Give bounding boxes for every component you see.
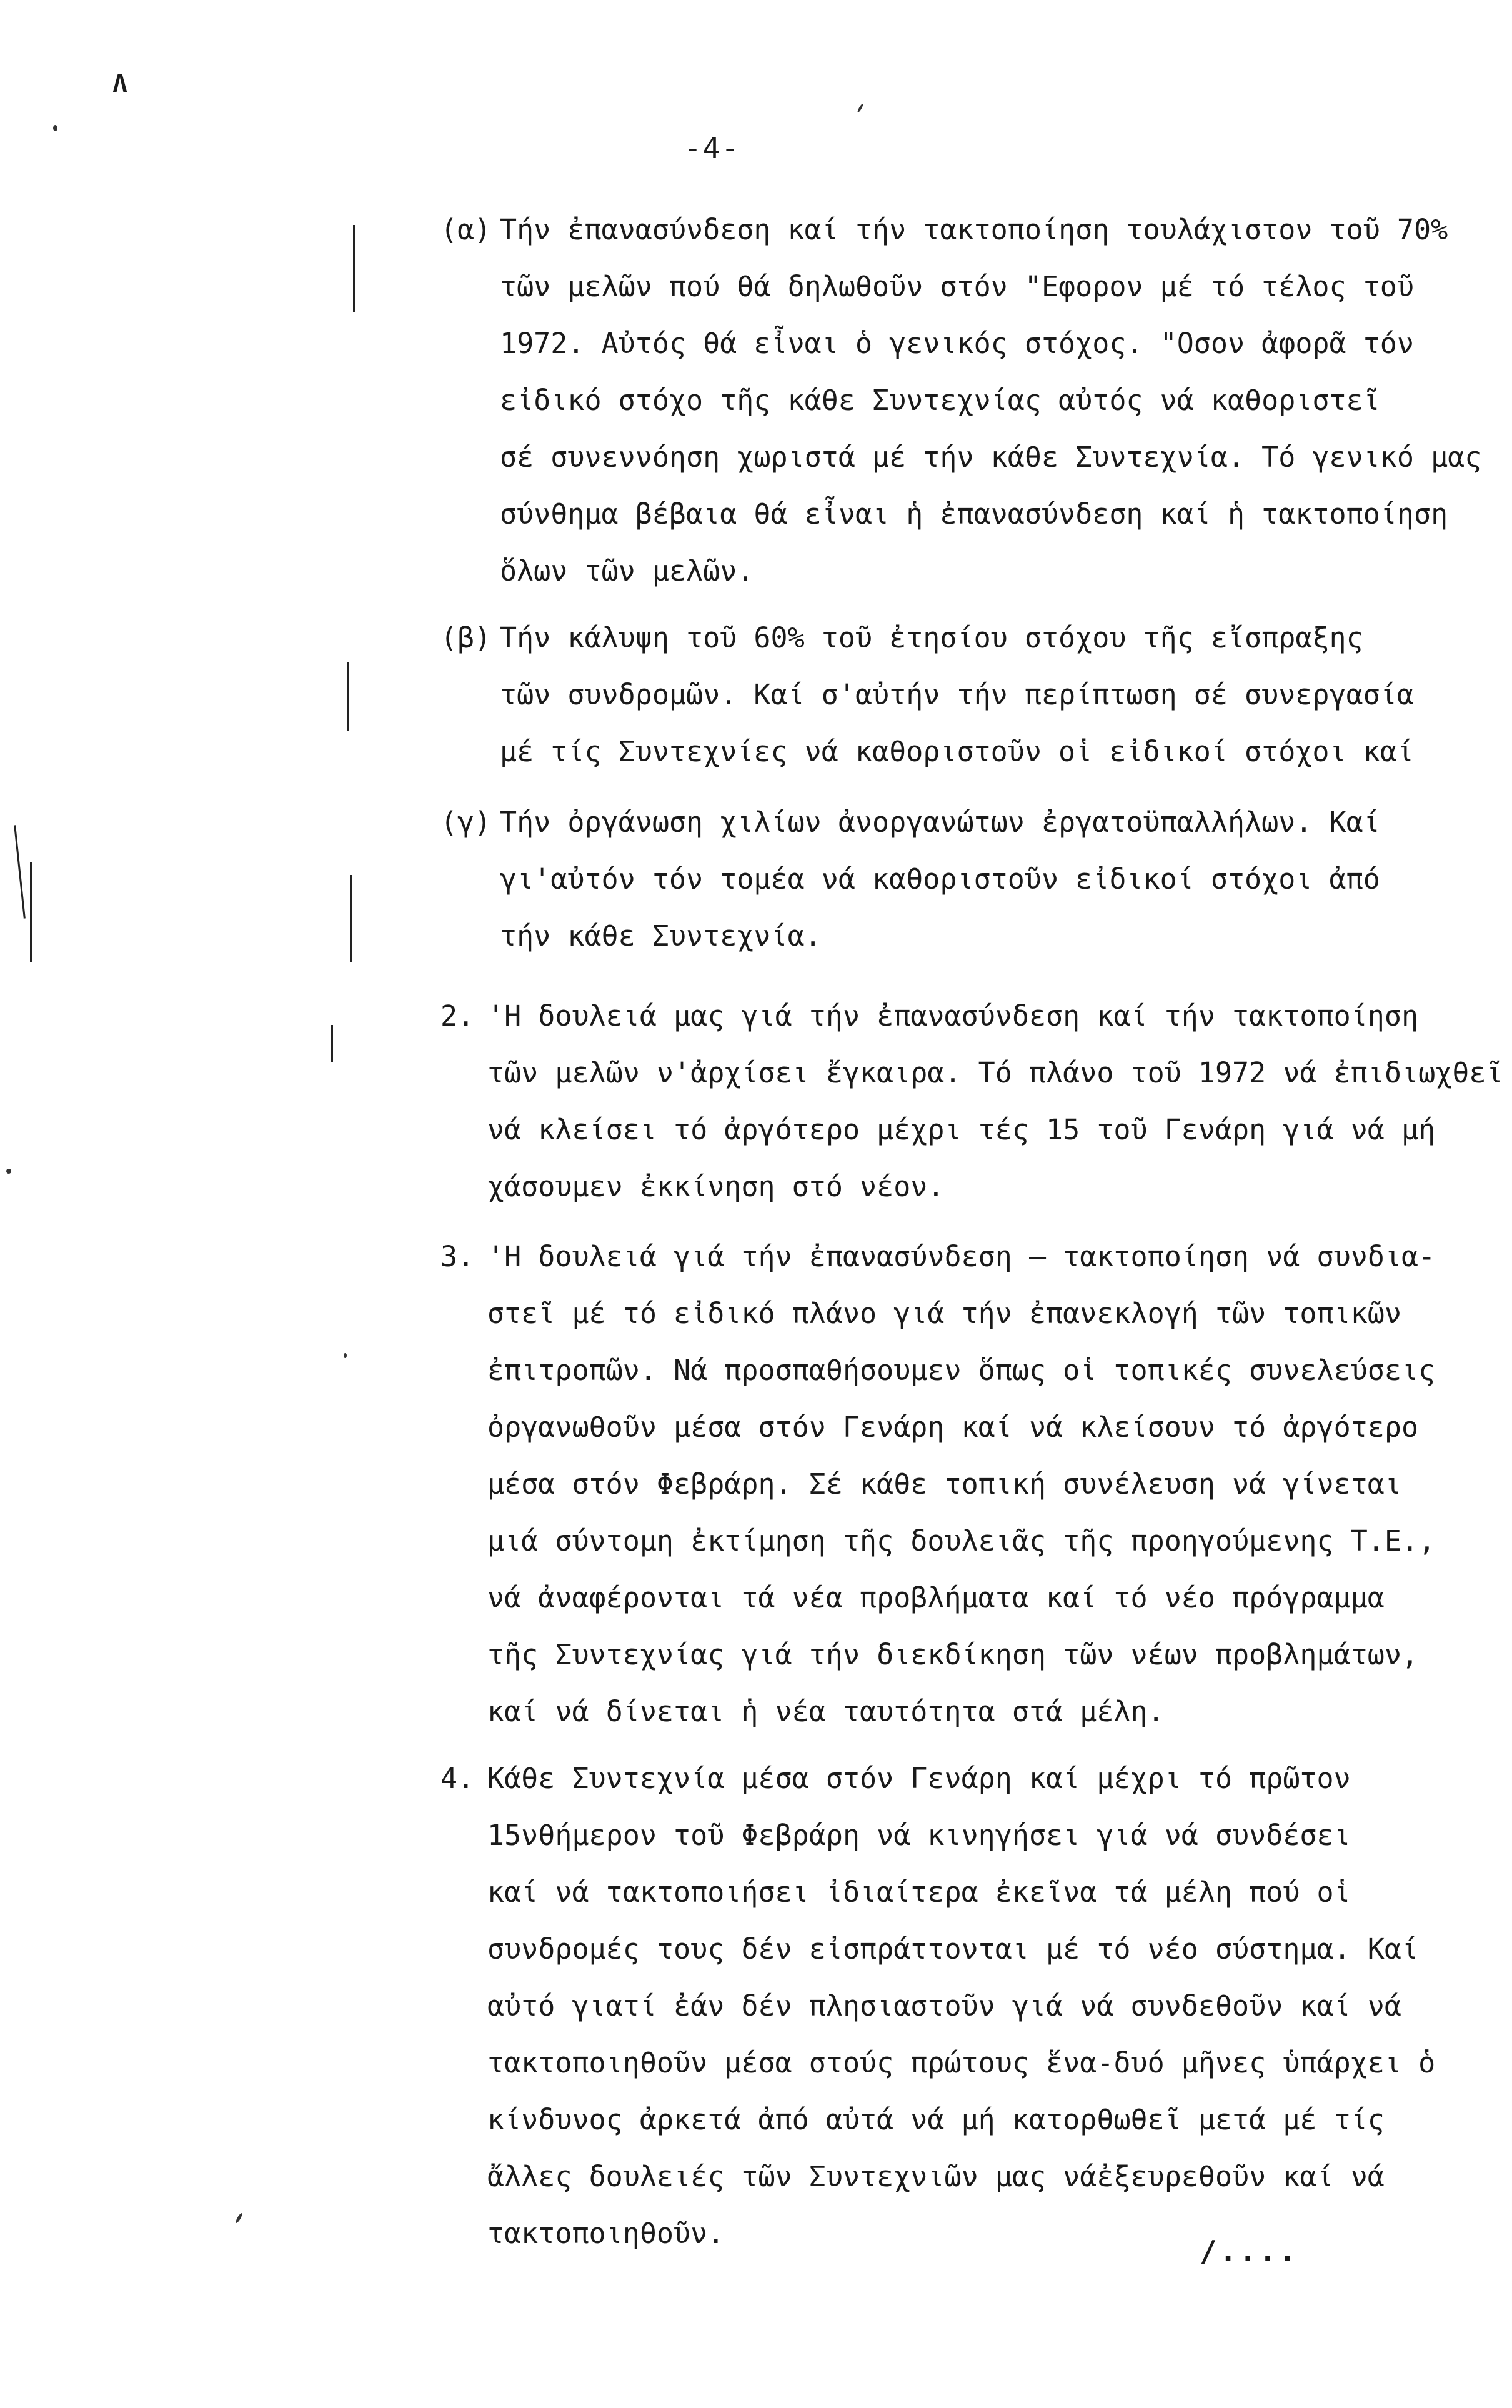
text-line: καί νά τακτοποιήσει ἰδιαίτερα ἐκεῖνα τά μέλη πού οἱ [487,1876,1351,1909]
text-line: 'Η δουλειά μας γιά τήν ἐπανασύνδεση καί τήν τακτοποίηση [487,999,1419,1032]
margin-scan-line [331,1025,333,1062]
text-line: 1972. Αὐτός θά εἶναι ὁ γενικός στόχος. "Οσον ἀφορᾶ τόν [500,327,1414,360]
scan-speck [344,1353,347,1358]
text-line: ὅλων τῶν μελῶν. [500,554,754,587]
text-line: Τήν κάλυψη τοῦ 60% τοῦ ἐτησίου στόχου τῆς εἴσπραξης [500,621,1363,654]
text-line: αὐτό γιατί ἐάν δέν πλησιαστοῦν γιά νά συνδεθοῦν καί νά [487,1989,1401,2022]
text-line: γι'αὐτόν τόν τομέα νά καθοριστοῦν εἰδικοί στόχοι ἀπό [500,862,1380,896]
text-line: στεῖ μέ τό εἰδικό πλάνο γιά τήν ἐπανεκλογή τῶν τοπικῶν [487,1297,1401,1330]
text-line: ἄλλες δουλειές τῶν Συντεχνιῶν μας νάἐξευρεθοῦν καί νά [487,2160,1385,2193]
item-label-c: (γ) [440,806,492,839]
scan-speck [857,103,863,113]
paragraph-b [500,609,1414,780]
text-line: ὀργανωθοῦν μέσα στόν Γενάρη καί νά κλείσουν τό ἀργότερο [487,1411,1419,1444]
text-line: καί νά δίνεται ἡ νέα ταυτότητα στά μέλη. [487,1695,1165,1728]
text-line: τῶν μελῶν ν'ἀρχίσει ἔγκαιρα. Τό πλάνο τοῦ 1972 νά ἐπιδιωχθεῖ [487,1056,1503,1089]
text-line: Τήν ὀργάνωση χιλίων ἀνοργανώτων ἐργατοϋπαλλήλων. Καί [500,806,1380,839]
text-line: Τήν ἐπανασύνδεση καί τήν τακτοποίηση τουλάχιστον τοῦ 70% [500,213,1448,246]
continuation-mark: /.... [1200,2234,1299,2268]
text-line: σύνθημα βέβαια θά εἶναι ἡ ἐπανασύνδεση καί ἡ τακτοποίηση [500,497,1448,531]
text-line: 'Η δουλειά γιά τήν ἐπανασύνδεση – τακτοποίηση νά συνδια- [487,1240,1436,1273]
scan-speck [6,1169,11,1174]
text-line: εἰδικό στόχο τῆς κάθε Συντεχνίας αὐτός νά καθοριστεῖ [500,384,1380,417]
corner-mark: Λ [112,70,128,99]
text-line: σέ συνεννόηση χωριστά μέ τήν κάθε Συντεχνία. Τό γενικό μας [500,441,1482,474]
text-line: τῶν συνδρομῶν. Καί σ'αὐτήν τήν περίπτωση σέ συνεργασία [500,678,1414,711]
text-line: μέσα στόν Φεβράρη. Σέ κάθε τοπική συνέλευση νά γίνεται [487,1467,1401,1501]
paragraph-a [500,201,1481,599]
paragraph-2 [487,987,1503,1215]
text-line: τακτοποιηθοῦν μέσα στούς πρώτους ἕνα-δυό μῆνες ὑπάρχει ὁ [487,2046,1436,2079]
text-line: χάσουμεν ἐκκίνηση στό νέον. [487,1170,945,1203]
text-line: τακτοποιηθοῦν. [487,2217,725,2250]
margin-scan-line [347,662,349,731]
text-line: τήν κάθε Συντεχνία. [500,919,822,952]
item-label-b: (β) [440,621,492,654]
paragraph-3 [487,1228,1435,1740]
margin-scan-line [353,225,355,312]
text-line: μιά σύντομη ἐκτίμηση τῆς δουλειᾶς τῆς προηγούμενης Τ.Ε., [487,1524,1436,1557]
text-line: 15νθήμερον τοῦ Φεβράρη νά κινηγήσει γιά νά συνδέσει [487,1819,1351,1852]
text-line: τῆς Συντεχνίας γιά τήν διεκδίκηση τῶν νέων προβλημάτων, [487,1638,1419,1671]
text-line: συνδρομές τους δέν εἰσπράττονται μέ τό νέο σύστημα. Καί [487,1932,1419,1966]
item-label-4: 4. [440,1762,475,1795]
text-line: τῶν μελῶν πού θά δηλωθοῦν στόν "Εφορον μέ τό τέλος τοῦ [500,270,1414,303]
item-label-a: (α) [440,213,492,246]
text-line: ἐπιτροπῶν. Νά προσπαθήσουμεν ὅπως οἱ τοπικές συνελεύσεις [487,1354,1436,1387]
item-label-2: 2. [440,999,475,1032]
text-line: νά ἀναφέρονται τά νέα προβλήματα καί τό νέο πρόγραμμα [487,1581,1385,1614]
margin-scan-line [30,862,32,962]
text-line: κίνδυνος ἀρκετά ἀπό αὐτά νά μή κατορθωθεῖ μετά μέ τίς [487,2103,1385,2136]
item-label-3: 3. [440,1240,475,1273]
paragraph-4 [487,1750,1435,2262]
text-line: μέ τίς Συντεχνίες νά καθοριστοῦν οἱ εἰδικοί στόχοι καί [500,735,1414,768]
text-line: Κάθε Συντεχνία μέσα στόν Γενάρη καί μέχρι τό πρῶτον [487,1762,1351,1795]
page-number: -4- [684,131,740,165]
scan-speck [235,2212,243,2224]
text-line: νά κλείσει τό ἀργότερο μέχρι τές 15 τοῦ Γενάρη γιά νά μή [487,1113,1436,1146]
paragraph-c [500,794,1380,964]
margin-scan-line [14,825,26,918]
scan-speck [53,125,57,131]
margin-scan-line [350,875,352,962]
